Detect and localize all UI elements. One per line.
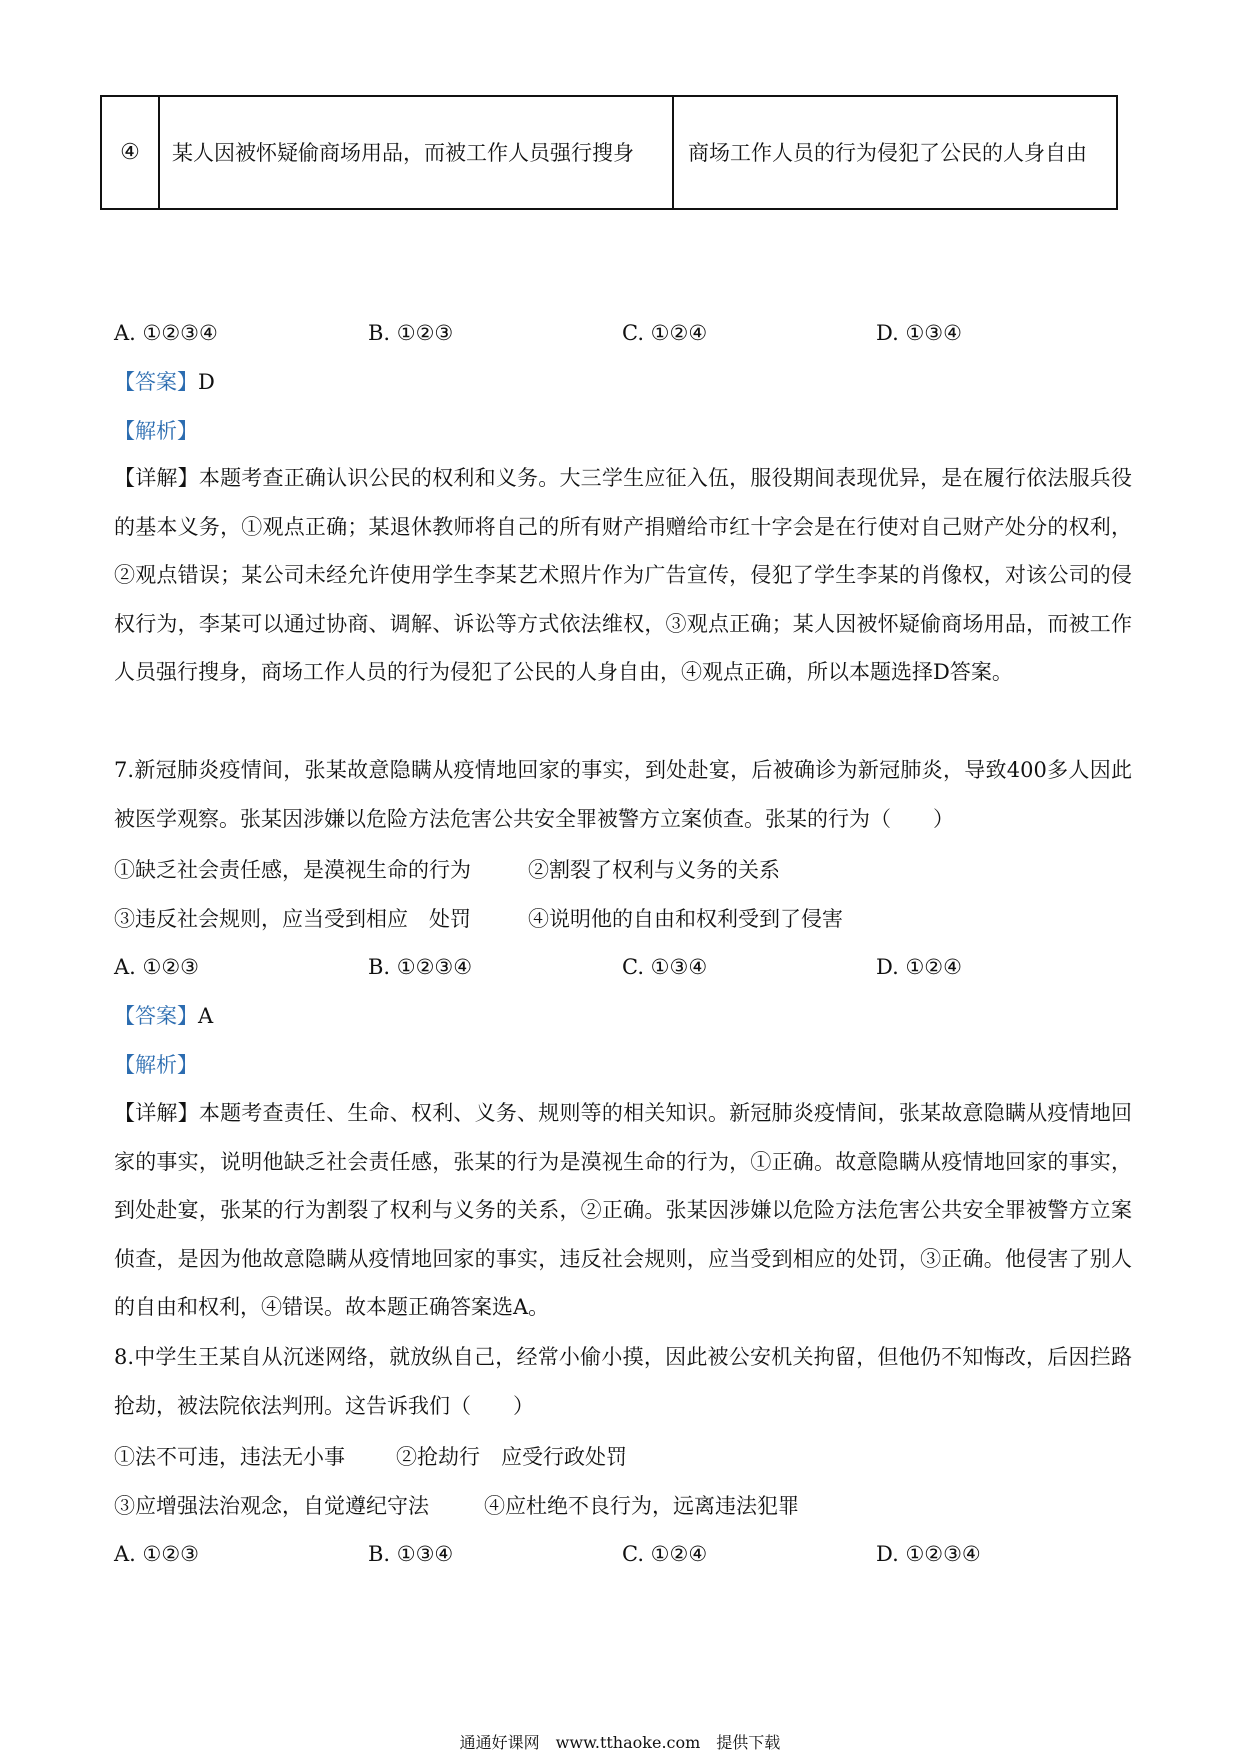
q7-stem: 7.新冠肺炎疫情间，张某故意隐瞒从疫情地回家的事实，到处赴宴，后被确诊为新冠肺炎，导致400多人因此被医学观察。张某因涉嫌以危险方法危害公共安全罪被警方立案侦查。张某的行为（ ）: [114, 758, 1132, 831]
answer-value: A: [198, 1004, 214, 1028]
detail-text: 本题考查责任、生命、权利、义务、规则等的相关知识。新冠肺炎疫情间，张某故意隐瞒从疫情地回家的事实，说明他缺乏社会责任感，张某的行为是漠视生命的行为，①正确。故意隐瞒从疫情地回家的事实，到处赴宴，张某的行为割裂了权利与义务的关系，②正确。张某因涉嫌以危险方法危害公共安全罪被警方立案侦查，是因为他故意隐瞒从疫情地回家的事实，违反社会规则，应当受到相应的处罚，③正确。他侵害了别人的自由和权利，④错误。故本题正确答案选A。: [114, 1101, 1133, 1320]
q6-analysis-tag: 【解析】: [114, 419, 198, 443]
q6-answer: [114, 367, 215, 397]
judgement-cell: 商场工作人员的行为侵犯了公民的人身自由: [673, 96, 1117, 209]
situation-cell: 某人因被怀疑偷商场用品，而被工作人员强行搜身: [159, 96, 673, 209]
footer-watermark: 通通好课网 www.tthaoke.com 提供下载: [459, 1733, 781, 1752]
q8-statement-3: ③应增强法治观念，自觉遵纪守法: [114, 1494, 429, 1518]
q6-option-c: C. ①②④: [622, 321, 708, 345]
q7-option-a: A. ①②③: [114, 955, 199, 979]
q8-option-a: A. ①②③: [114, 1542, 199, 1566]
q8-option-b: B. ①③④: [368, 1542, 454, 1566]
q8-statement-2: ②抢劫行 应受行政处罚: [396, 1445, 627, 1469]
table-row: [101, 96, 1117, 209]
q8-option-c: C. ①②④: [622, 1542, 708, 1566]
q7-statement-4: ④说明他的自由和权利受到了侵害: [528, 907, 843, 931]
q8-option-d: D. ①②③④: [876, 1542, 981, 1566]
q6-option-b: B. ①②③: [368, 321, 454, 345]
q7-option-c: C. ①③④: [622, 955, 708, 979]
detail-tag: 【详解】: [114, 1101, 199, 1125]
q6-option-d: D. ①③④: [876, 321, 962, 345]
q7-statement-1: ①缺乏社会责任感，是漠视生命的行为: [114, 858, 471, 882]
q8-statement-1: ①法不可违，违法无小事: [114, 1445, 345, 1469]
answer-tag: 【答案】: [114, 370, 198, 394]
q7-option-d: D. ①②④: [876, 955, 962, 979]
q7-detail: [114, 1089, 1132, 1332]
rights-table: [100, 95, 1118, 210]
q8-stem: 8.中学生王某自从沉迷网络，就放纵自己，经常小偷小摸，因此被公安机关拘留，但他仍不知悔改，后因拦路抢劫，被法院依法判刑。这告诉我们（ ）: [114, 1345, 1132, 1418]
detail-text: 本题考查正确认识公民的权利和义务。大三学生应征入伍，服役期间表现优异，是在履行依法服兵役的基本义务，①观点正确；某退休教师将自己的所有财产捐赠给市红十字会是在行使对自己财产处分的权利，②观点错误；某公司未经允许使用学生李某艺术照片作为广告宣传，侵犯了学生李某的肖像权，对该公司的侵权行为，李某可以通过协商、调解、诉讼等方式依法维权，③观点正确；某人因被怀疑偷商场用品，而被工作人员强行搜身，商场工作人员的行为侵犯了公民的人身自由，④观点正确，所以本题选择D答案。: [114, 466, 1133, 685]
q6-detail: [114, 454, 1132, 697]
detail-tag: 【详解】: [114, 466, 199, 490]
answer-tag: 【答案】: [114, 1004, 198, 1028]
q6-option-a: A. ①②③④: [114, 321, 218, 345]
q8-statement-4: ④应杜绝不良行为，远离违法犯罪: [484, 1494, 799, 1518]
q7-option-b: B. ①②③④: [368, 955, 473, 979]
row-number: ④: [101, 96, 159, 209]
q7-statement-2: ②割裂了权利与义务的关系: [528, 858, 780, 882]
q7-analysis-tag: 【解析】: [114, 1053, 198, 1077]
answer-value: D: [198, 370, 215, 394]
q7-answer: [114, 1001, 213, 1031]
q7-statement-3: ③违反社会规则，应当受到相应 处罚: [114, 907, 471, 931]
